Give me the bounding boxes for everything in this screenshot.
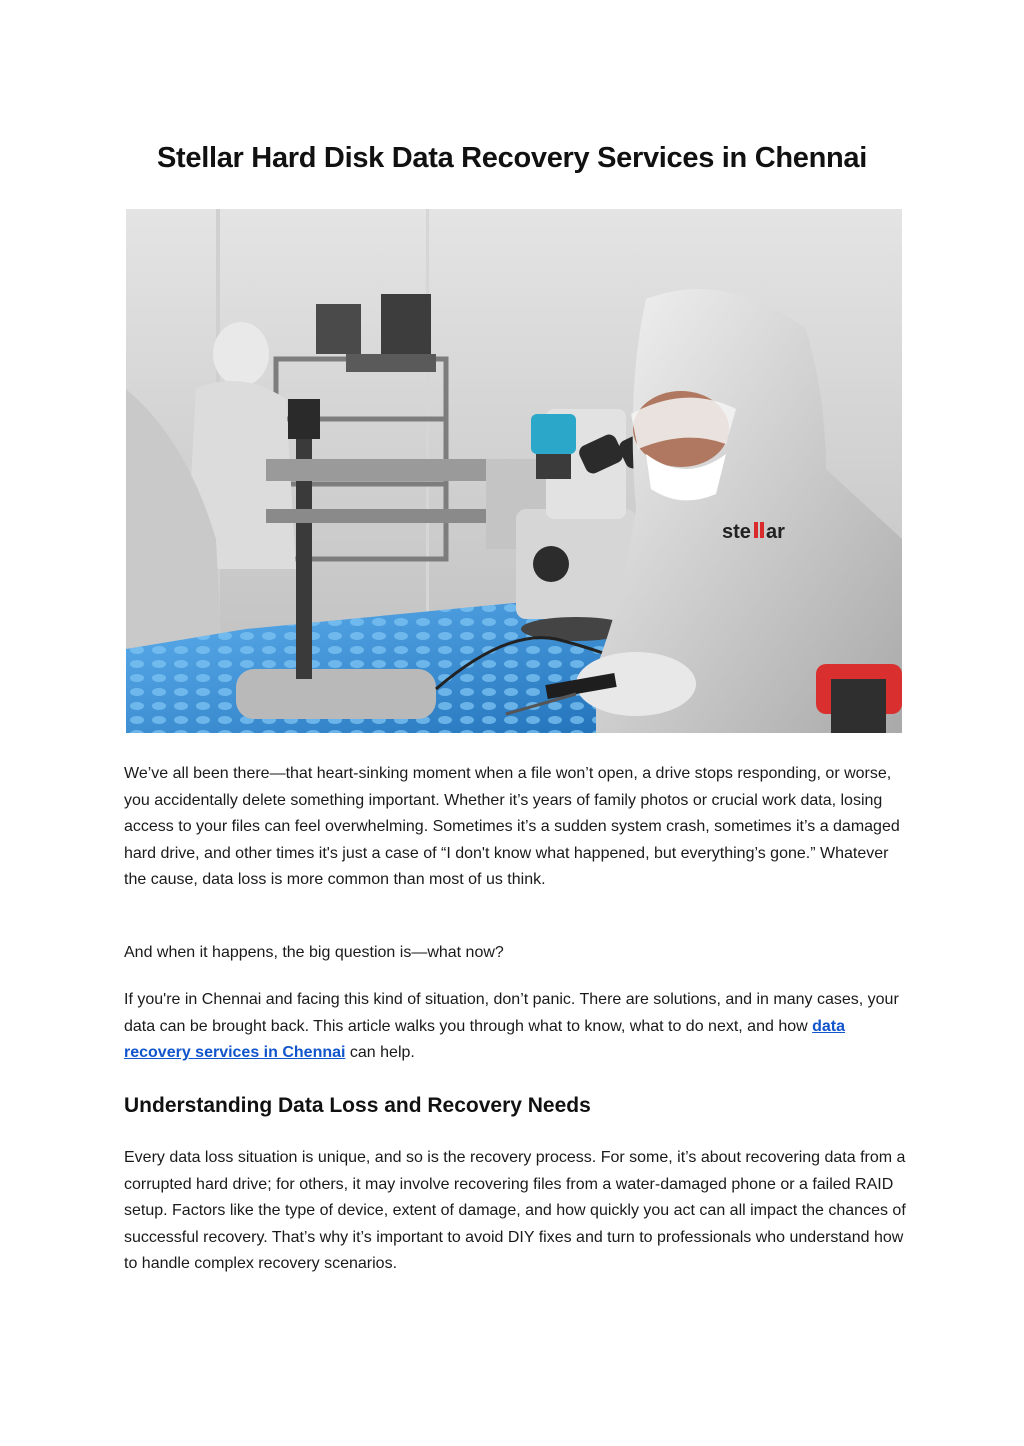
section-heading: Understanding Data Loss and Recovery Needs: [124, 1094, 591, 1117]
data-recovery-services-link[interactable]: data recovery services in Chennai: [124, 1017, 846, 1061]
section-paragraph: Every data loss situation is unique, and so is the recovery process. For some, it’s about recovering data from a corrupted hard drive; for others, it may involve recovering files from a water-damaged phone or a failed RAID setup. Factors like the type of device, extent of damage, and how quickly you act can all impact the chances of successful recovery. That’s why it’s important to avoid DIY fixes and turn to professionals who understand how to handle complex recovery scenarios.: [124, 1149, 906, 1272]
stellar-logo: ste: [722, 521, 751, 543]
lab-technician-microscope-illustration: [126, 209, 902, 733]
question-paragraph: And when it happens, the big question is—what now?: [124, 944, 504, 961]
hero-image: [126, 209, 902, 733]
paragraph-text-before-link: If you're in Chennai and facing this kind of situation, don’t panic. There are solutions, and in many cases, your data can be brought back. This article walks you through what to know, what to do next, and how: [124, 991, 899, 1035]
intro-paragraph: We’ve all been there—that heart-sinking moment when a file won’t open, a drive stops responding, or worse, you accidentally delete something important. Whether it’s years of family photos or crucial work data, losing access to your files can feel overwhelming. Sometimes it’s a sudden system crash, sometimes it’s a damaged hard drive, and other times it's just a case of “I don't know what happened, but everything’s gone.” Whatever the cause, data loss is more common than most of us think.: [124, 765, 900, 888]
document-title: Stellar Hard Disk Data Recovery Services in Chennai: [156, 142, 868, 174]
chennai-paragraph: [124, 987, 908, 1067]
paragraph-text-after-link: can help.: [345, 1044, 415, 1061]
svg-text:ar: ar: [766, 521, 785, 543]
